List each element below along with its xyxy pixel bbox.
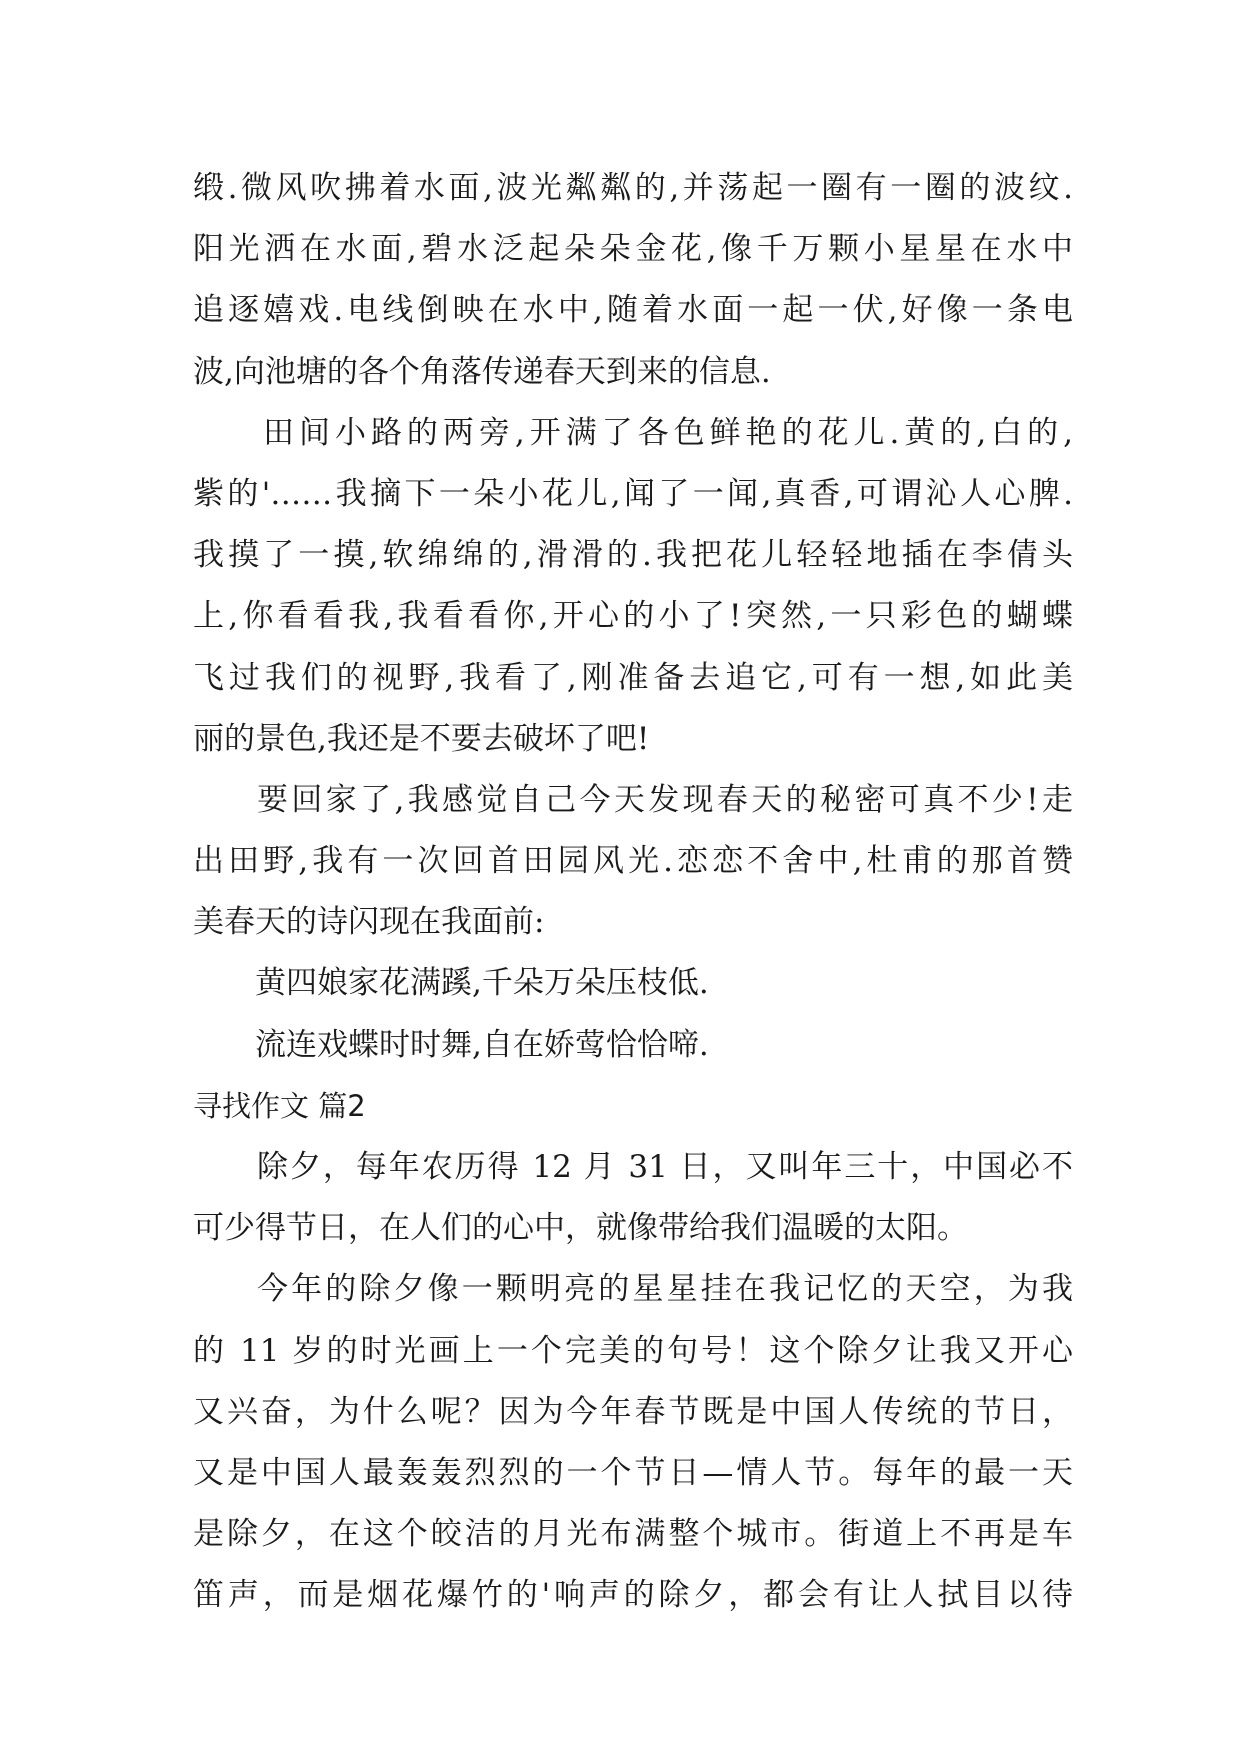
text-line: 笛声，而是烟花爆竹的'响声的除夕，都会有让人拭目以待 bbox=[193, 1577, 1073, 1614]
text-line: 丽的景色,我还是不要去破坏了吧! bbox=[193, 720, 650, 757]
paragraph-1 bbox=[193, 158, 1073, 403]
text-line: 紫的'……我摘下一朵小花儿,闻了一闻,真香,可谓沁人心脾. bbox=[193, 475, 1073, 512]
poem-line: 流连戏蝶时时舞,自在娇莺恰恰啼. bbox=[255, 1026, 709, 1063]
text-line: 除夕，每年农历得 12 月 31 日，又叫年三十，中国必不 bbox=[257, 1149, 1073, 1185]
text-line: 上,你看看我,我看看你,开心的小了!突然,一只彩色的蝴蝶 bbox=[193, 598, 1073, 635]
text-line: 田间小路的两旁,开满了各色鲜艳的花儿.黄的,白的, bbox=[263, 414, 1073, 451]
text-line: 今年的除夕像一颗明亮的星星挂在我记忆的天空，为我 bbox=[257, 1271, 1073, 1308]
paragraph-4 bbox=[193, 1137, 1073, 1259]
document-body bbox=[193, 158, 1073, 1627]
text-line: 飞过我们的视野,我看了,刚准备去追它,可有一想,如此美 bbox=[193, 659, 1073, 696]
text-line: 的 11 岁的时光画上一个完美的句号！这个除夕让我又开心 bbox=[193, 1332, 1073, 1369]
paragraph-2 bbox=[193, 403, 1073, 770]
paragraph-3 bbox=[193, 770, 1073, 954]
paragraph-5 bbox=[193, 1259, 1073, 1626]
text-line: 缎.微风吹拂着水面,波光粼粼的,并荡起一圈有一圈的波纹. bbox=[193, 170, 1073, 206]
text-line: 波,向池塘的各个角落传递春天到来的信息. bbox=[193, 353, 771, 390]
poem-line: 黄四娘家花满蹊,千朵万朵压枝低. bbox=[255, 965, 709, 1002]
section-heading: 寻找作文 篇2 bbox=[193, 1088, 366, 1123]
text-line: 可少得节日，在人们的心中，就像带给我们温暖的太阳。 bbox=[193, 1210, 968, 1247]
text-line: 美春天的诗闪现在我面前: bbox=[193, 904, 545, 941]
poem bbox=[193, 953, 1073, 1075]
text-line: 又兴奋，为什么呢？因为今年春节既是中国人传统的节日， bbox=[193, 1393, 1073, 1430]
text-line: 是除夕，在这个皎洁的月光布满整个城市。街道上不再是车 bbox=[193, 1516, 1073, 1553]
text-line: 追逐嬉戏.电线倒映在水中,随着水面一起一伏,好像一条电 bbox=[193, 292, 1073, 329]
text-line: 阳光洒在水面,碧水泛起朵朵金花,像千万颗小星星在水中 bbox=[193, 231, 1073, 268]
text-line: 我摸了一摸,软绵绵的,滑滑的.我把花儿轻轻地插在李倩头 bbox=[193, 537, 1073, 574]
text-line: 要回家了,我感觉自己今天发现春天的秘密可真不少!走 bbox=[257, 781, 1073, 818]
text-line: 出田野,我有一次回首田园风光.恋恋不舍中,杜甫的那首赞 bbox=[193, 843, 1073, 880]
text-line: 又是中国人最轰轰烈烈的一个节日—情人节。每年的最一天 bbox=[193, 1454, 1073, 1491]
